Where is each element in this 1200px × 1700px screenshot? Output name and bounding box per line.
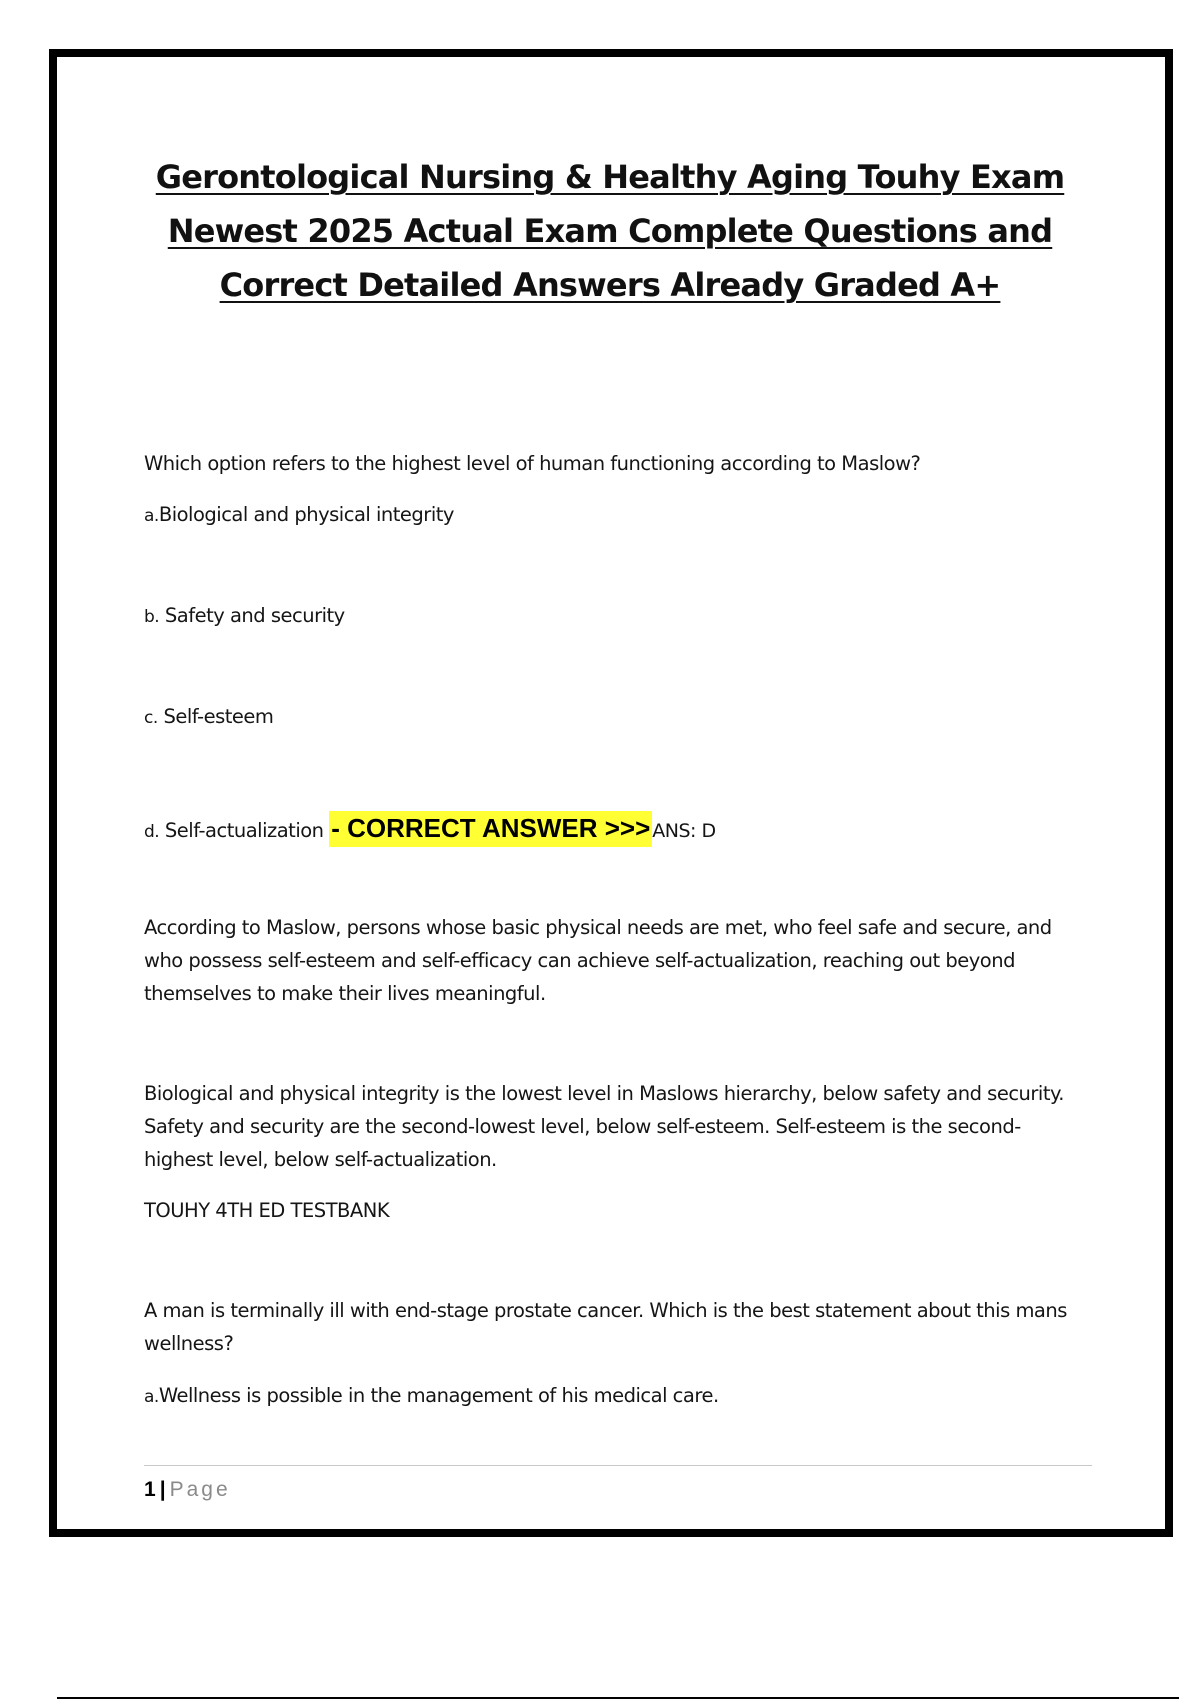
- title-line-1: Gerontological Nursing & Healthy Aging Touhy Exam: [155, 158, 1065, 196]
- option-a-letter: a.: [144, 506, 159, 526]
- page-footer: [144, 1478, 231, 1502]
- question-2-text: A man is terminally ill with end-stage prostate cancer. Which is the best statement about this mans wellness?: [144, 1299, 1067, 1355]
- footer-divider: [144, 1465, 1092, 1466]
- rationale-paragraph-1: According to Maslow, persons whose basic physical needs are met, who feel safe and secure, and who possess self-esteem and self-efficacy can achieve self-actualization, reaching out beyond themselves to make their lives meaningful.: [144, 916, 1052, 1005]
- testbank-source: TOUHY 4TH ED TESTBANK: [144, 1199, 390, 1222]
- q2-option-a-letter: a.: [144, 1387, 159, 1407]
- document-title: [120, 150, 1100, 312]
- option-b-text: Safety and security: [164, 604, 345, 627]
- option-a-text: Biological and physical integrity: [158, 503, 454, 526]
- bottom-edge-rule: [57, 1697, 1179, 1699]
- question-1-option-c: [144, 705, 273, 728]
- option-b-letter: b.: [144, 607, 160, 627]
- option-c-letter: c.: [144, 708, 158, 728]
- question-1-option-d: [144, 813, 716, 844]
- rationale-paragraph-2: Biological and physical integrity is the lowest level in Maslows hierarchy, below safety and security. Safety and security are the second-lowest level, below self-esteem. Self-esteem is the second-highest level, below self-actualization.: [144, 1082, 1064, 1171]
- q2-option-a-text: Wellness is possible in the management of his medical care.: [158, 1384, 719, 1407]
- page-label: Page: [169, 1478, 231, 1501]
- question-1-option-a: [144, 503, 454, 526]
- option-d-text: Self-actualization: [164, 819, 324, 842]
- title-line-3: Correct Detailed Answers Already Graded A+: [219, 266, 1001, 304]
- question-1-text: Which option refers to the highest level of human functioning according to Maslow?: [144, 452, 921, 475]
- option-d-letter: d.: [144, 822, 160, 842]
- answer-key: ANS: D: [652, 820, 716, 842]
- option-c-text: Self-esteem: [163, 705, 274, 728]
- question-1-option-b: [144, 604, 345, 627]
- page-separator: |: [159, 1478, 166, 1501]
- question-2-option-a: [144, 1384, 719, 1407]
- correct-answer-highlight: - CORRECT ANSWER >>>: [329, 811, 652, 847]
- title-line-2: Newest 2025 Actual Exam Complete Questions and: [167, 212, 1053, 250]
- page-number: 1: [144, 1478, 156, 1501]
